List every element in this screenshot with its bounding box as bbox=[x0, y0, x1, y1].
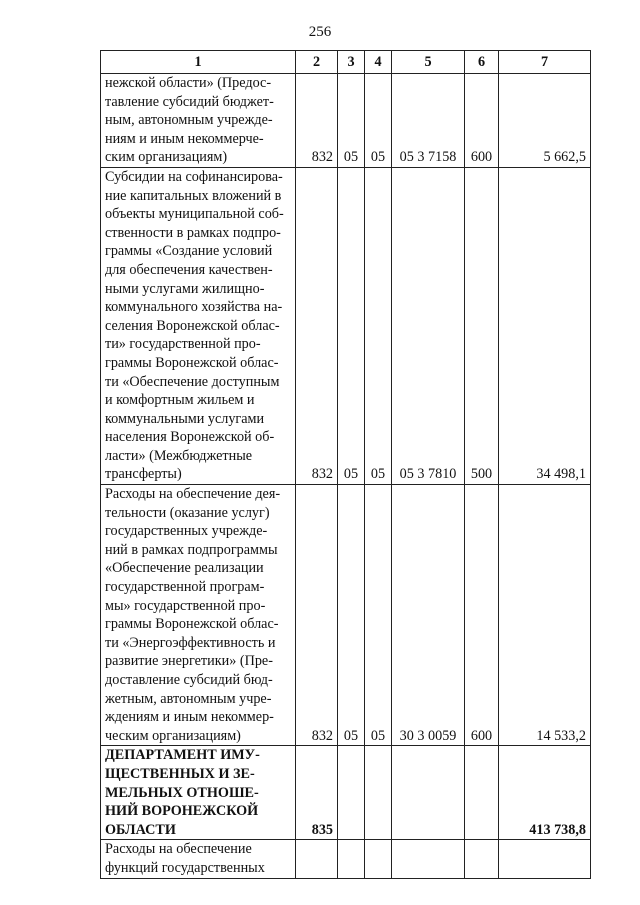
header-col-2: 2 bbox=[296, 51, 338, 74]
table-row bbox=[101, 167, 591, 484]
row-description: Расходы на обеспечение функций государственных bbox=[101, 840, 296, 878]
table-row bbox=[101, 840, 591, 878]
section-code bbox=[338, 746, 365, 840]
target-article-code bbox=[392, 746, 465, 840]
header-row bbox=[101, 51, 591, 74]
expense-type-code: 600 bbox=[465, 74, 499, 168]
page-number: 256 bbox=[308, 24, 332, 40]
subsection-code: 05 bbox=[365, 485, 392, 746]
subsection-code: 05 bbox=[365, 167, 392, 484]
expense-type-code: 600 bbox=[465, 485, 499, 746]
header-col-6: 6 bbox=[465, 51, 499, 74]
subsection-code: 05 bbox=[365, 74, 392, 168]
header-col-3: 3 bbox=[338, 51, 365, 74]
amount: 34 498,1 bbox=[499, 167, 591, 484]
ministry-code bbox=[296, 840, 338, 878]
row-description: Субсидии на софинансирова- ние капитальных вложений в объекты муниципальной соб- ственности в рамках подпро- граммы «Создание условий для обеспечения качествен- ными услугами жилищно- коммунального хозяйства на- селения Воронежской облас- ти» государственной про- граммы Воронежской облас- ти «Обеспечение доступным и комфортным жильем и коммунальными услугами населения Воронежской об- ласти» (Межбюджетные трансферты) bbox=[101, 167, 296, 484]
expense-type-code bbox=[465, 840, 499, 878]
row-description: нежской области» (Предос- тавление субсидий бюджет- ным, автономным учрежде- ниям и иным некоммерче- ским организациям) bbox=[101, 74, 296, 168]
table-row-department bbox=[101, 746, 591, 840]
section-code: 05 bbox=[338, 74, 365, 168]
header-col-4: 4 bbox=[365, 51, 392, 74]
header-col-7: 7 bbox=[499, 51, 591, 74]
expense-type-code bbox=[465, 746, 499, 840]
ministry-code: 832 bbox=[296, 74, 338, 168]
section-code: 05 bbox=[338, 167, 365, 484]
budget-table bbox=[100, 50, 591, 879]
ministry-code: 832 bbox=[296, 167, 338, 484]
row-description: Расходы на обеспечение дея- тельности (оказание услуг) государственных учрежде- ний в рамках подпрограммы «Обеспечение реализации государственной програм- мы» государственной про- граммы Воронежской облас- ти «Энергоэффективность и развитие энергетики» (Пре- доставление субсидий бюд- жетным, автономным учре- ждениям и иным некоммер- ческим организациям) bbox=[101, 485, 296, 746]
section-code: 05 bbox=[338, 485, 365, 746]
amount: 413 738,8 bbox=[499, 746, 591, 840]
header-col-5: 5 bbox=[392, 51, 465, 74]
subsection-code bbox=[365, 840, 392, 878]
header-col-1: 1 bbox=[101, 51, 296, 74]
amount: 14 533,2 bbox=[499, 485, 591, 746]
table-row bbox=[101, 74, 591, 168]
subsection-code bbox=[365, 746, 392, 840]
target-article-code: 05 3 7810 bbox=[392, 167, 465, 484]
amount bbox=[499, 840, 591, 878]
target-article-code bbox=[392, 840, 465, 878]
row-description: ДЕПАРТАМЕНТ ИМУ- ЩЕСТВЕННЫХ И ЗЕ- МЕЛЬНЫХ ОТНОШЕ- НИЙ ВОРОНЕЖСКОЙ ОБЛАСТИ bbox=[101, 746, 296, 840]
target-article-code: 05 3 7158 bbox=[392, 74, 465, 168]
expense-type-code: 500 bbox=[465, 167, 499, 484]
target-article-code: 30 3 0059 bbox=[392, 485, 465, 746]
ministry-code: 832 bbox=[296, 485, 338, 746]
table-row bbox=[101, 485, 591, 746]
amount: 5 662,5 bbox=[499, 74, 591, 168]
section-code bbox=[338, 840, 365, 878]
ministry-code: 835 bbox=[296, 746, 338, 840]
